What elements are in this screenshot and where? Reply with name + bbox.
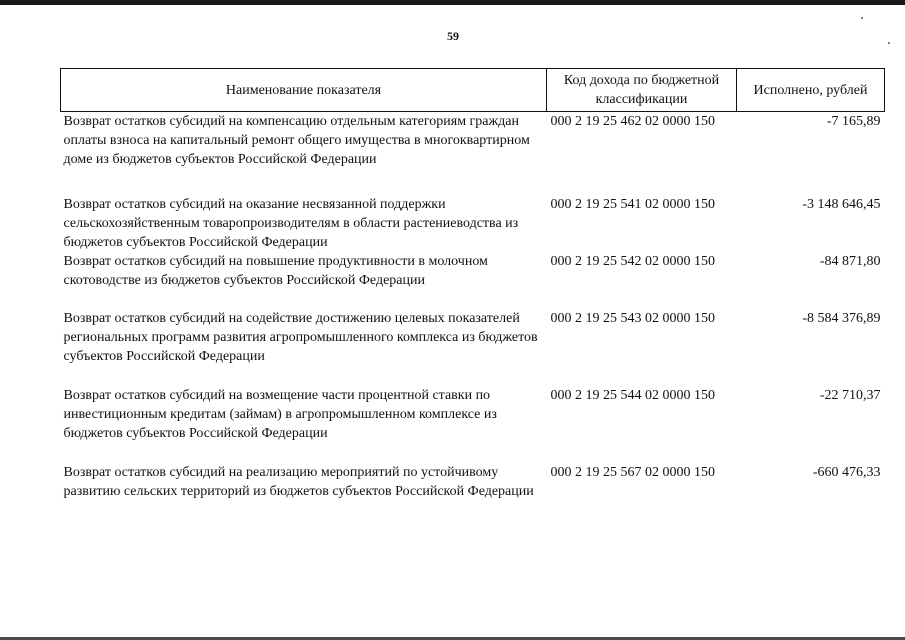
table-row <box>61 252 885 309</box>
report-table <box>60 68 885 523</box>
row-code: 000 2 19 25 567 02 0000 150 <box>550 464 715 480</box>
row-name: Возврат остатков субсидий на компенсацию отдельным категориям граждан оплаты взноса на капитальный ремонт общего имущества в многоквартирном доме из бюджетов субъектов Российской Федерации <box>63 114 530 167</box>
row-code: 000 2 19 25 542 02 0000 150 <box>550 253 715 269</box>
row-code: 000 2 19 25 541 02 0000 150 <box>550 196 715 212</box>
row-amount: -84 871,80 <box>819 253 881 269</box>
page-top-edge <box>0 0 905 5</box>
row-name: Возврат остатков субсидий на оказание несвязанной поддержки сельскохозяйственным товаропроизводителям в области растениеводства из бюджетов субъектов Российской Федерации <box>63 196 519 250</box>
row-name: Возврат остатков субсидий на возмещение части процентной ставки по инвестиционным кредитам (займам) в агропромышленном комплексе из бюджетов субъектов Российской Федерации <box>63 387 497 441</box>
row-code: 000 2 19 25 543 02 0000 150 <box>550 310 715 326</box>
row-code: 000 2 19 25 462 02 0000 150 <box>550 114 715 129</box>
scan-speck <box>888 42 890 44</box>
table-row <box>61 195 885 252</box>
row-amount: -3 148 646,45 <box>802 196 881 212</box>
table-row <box>61 112 885 195</box>
table-header-row <box>61 69 885 112</box>
row-name: Возврат остатков субсидий на содействие достижению целевых показателей региональных программ развития агропромышленного комплекса из бюджетов субъектов Российской Федерации <box>63 310 538 364</box>
row-amount: -660 476,33 <box>812 464 881 480</box>
row-amount: -22 710,37 <box>819 387 881 403</box>
table-row <box>61 463 885 523</box>
table-row <box>61 309 885 386</box>
row-code: 000 2 19 25 544 02 0000 150 <box>550 387 715 403</box>
table-row <box>61 386 885 463</box>
row-name: Возврат остатков субсидий на реализацию мероприятий по устойчивому развитию сельских территорий из бюджетов субъектов Российской Федерации <box>63 464 534 499</box>
page-number: 59 <box>447 29 459 43</box>
header-name: Наименование показателя <box>61 69 547 112</box>
row-name: Возврат остатков субсидий на повышение продуктивности в молочном скотоводстве из бюджетов субъектов Российской Федерации <box>63 253 488 288</box>
scan-speck <box>861 17 863 19</box>
row-amount: -7 165,89 <box>826 114 881 129</box>
row-amount: -8 584 376,89 <box>802 310 881 326</box>
header-code: Код дохода по бюджетной классификации <box>547 69 737 112</box>
header-amount: Исполнено, рублей <box>737 69 885 112</box>
